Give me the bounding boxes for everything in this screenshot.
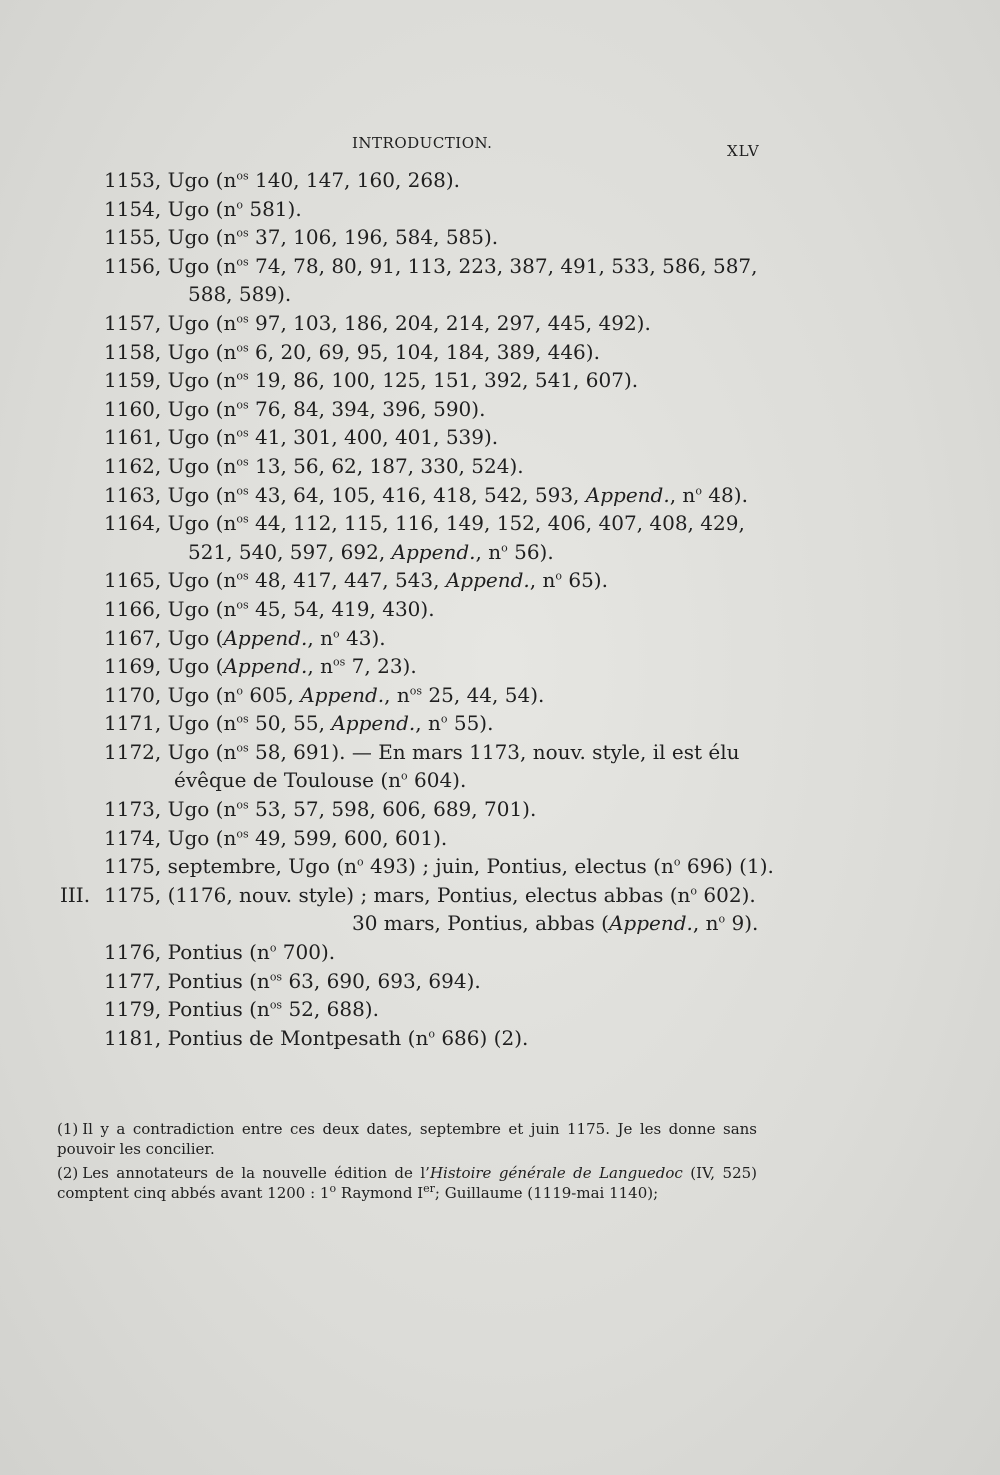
text-run: 602). (697, 882, 756, 907)
superscript: os (236, 369, 249, 383)
list-item (104, 280, 764, 309)
superscript: o (401, 769, 408, 783)
text-run: 1172, Ugo (n (104, 739, 237, 764)
text-run: 1174, Ugo (n (104, 825, 237, 850)
superscript: o (333, 626, 340, 640)
superscript: os (236, 569, 249, 583)
text-run: 1177, Pontius (n (104, 968, 270, 993)
text-run: 25, 44, 54). (422, 682, 545, 707)
text-run: 19, 86, 100, 125, 151, 392, 541, 607). (248, 368, 639, 393)
text-run: Il y a contradiction entre ces deux dates, septembre et juin 1175. Je les donne sans pouvoir les concilier. (57, 1120, 757, 1158)
superscript: os (236, 398, 249, 412)
superscript: o (555, 569, 562, 583)
superscript: o (357, 855, 364, 869)
text-run: , n (415, 711, 441, 736)
text-run: 1181, Pontius de Montpesath (n (104, 1025, 429, 1050)
superscript: os (236, 312, 249, 326)
footnote-number: (1) (57, 1120, 79, 1138)
text-run: 9). (725, 911, 759, 936)
text-run: Les annotateurs de la nouvelle édition de l’ (82, 1164, 430, 1182)
text-run: 48). (701, 482, 748, 507)
text-run: 700). (276, 940, 336, 965)
text-run: , n (692, 911, 719, 936)
text-run: ; Guillaume (1119-mai 1140); (434, 1183, 659, 1202)
text-run: 48, 417, 447, 543, (248, 568, 446, 593)
list-item (104, 452, 764, 481)
italic-text: Append. (331, 711, 416, 736)
superscript: os (236, 426, 249, 440)
text-run: 1166, Ugo (n (104, 596, 237, 621)
footnote-number: (2) (57, 1164, 79, 1182)
text-run: 53, 57, 598, 606, 689, 701). (248, 797, 537, 822)
superscript: os (236, 455, 249, 469)
superscript: o (428, 1027, 435, 1041)
text-run: 588, 589). (188, 282, 292, 307)
footnotes (57, 1120, 757, 1208)
superscript: os (236, 226, 249, 240)
text-run: 493) ; juin, Pontius, electus (n (363, 854, 674, 879)
superscript: o (269, 941, 277, 955)
list-item (104, 509, 764, 538)
superscript: os (409, 684, 423, 698)
text-run: 696) (1). (680, 854, 774, 879)
superscript: o (501, 541, 508, 555)
text-run: 7, 23). (345, 654, 417, 679)
text-run: 56). (507, 539, 554, 564)
superscript: os (236, 712, 249, 726)
italic-text: Append. (608, 911, 693, 936)
list-item (104, 366, 764, 395)
page-number: XLV (727, 142, 760, 160)
text-run: 13, 56, 62, 187, 330, 524). (248, 453, 524, 478)
text-run: 37, 106, 196, 584, 585). (248, 225, 499, 250)
text-run: 97, 103, 186, 204, 214, 297, 445, 492). (248, 310, 651, 335)
superscript: o (236, 197, 243, 211)
text-run: 43, 64, 105, 416, 418, 542, 593, (248, 482, 586, 507)
text-run: 605, (242, 682, 301, 707)
text-run: 1175, septembre, Ugo (n (104, 854, 358, 879)
superscript: os (236, 340, 249, 354)
text-run: 76, 84, 394, 396, 590). (248, 396, 486, 421)
text-run: 1165, Ugo (n (104, 568, 237, 593)
list-item (104, 538, 764, 567)
text-run: , n (307, 625, 334, 650)
text-run: 1157, Ugo (n (104, 310, 237, 335)
text-run: 30 mars, Pontius, abbas ( (352, 911, 609, 936)
text-run: 52, 688). (282, 997, 379, 1022)
italic-text: Append. (391, 539, 476, 564)
italic-text: Append. (223, 654, 308, 679)
text-run: 1169, Ugo ( (104, 654, 224, 679)
text-run: (IV, 525) comptent cinq abbés avant 1200 : 1 (57, 1164, 758, 1202)
text-run: 1162, Ugo (n (104, 453, 237, 478)
list-item (104, 1024, 764, 1053)
text-run: 49, 599, 600, 601). (248, 825, 448, 850)
superscript: er (423, 1181, 435, 1195)
list-item (104, 166, 764, 195)
list-item (104, 595, 764, 624)
text-run: , n (384, 682, 410, 707)
text-run: 1155, Ugo (n (104, 225, 237, 250)
superscript: os (236, 255, 249, 269)
list-item (104, 624, 764, 653)
list-item (104, 652, 764, 681)
superscript: os (236, 169, 249, 183)
italic-text: Histoire générale de Languedoc (429, 1164, 683, 1182)
list-item (104, 481, 764, 510)
superscript: os (236, 741, 249, 755)
list-item (104, 566, 764, 595)
superscript: o (329, 1181, 337, 1195)
text-run: 44, 112, 115, 116, 149, 152, 406, 407, 408, 429, (248, 511, 745, 536)
superscript: o (673, 855, 681, 869)
text-run: 140, 147, 160, 268). (248, 168, 460, 192)
list-item (104, 738, 764, 767)
text-run: 1171, Ugo (n (104, 711, 237, 736)
text-run: 1160, Ugo (n (104, 396, 237, 421)
list-item (104, 423, 764, 452)
text-run: 1164, Ugo (n (104, 511, 237, 536)
superscript: os (269, 969, 283, 983)
text-run: 581). (242, 196, 302, 221)
text-run: 45, 54, 419, 430). (248, 596, 435, 621)
list-item (104, 195, 764, 224)
superscript: o (690, 884, 698, 898)
italic-text: Append. (300, 682, 385, 707)
text-run: 55). (447, 711, 494, 736)
text-run: 604). (407, 768, 467, 793)
italic-text: Append. (445, 568, 530, 593)
text-run: 1176, Pontius (n (104, 940, 270, 965)
list-item (104, 681, 764, 710)
superscript: os (269, 998, 283, 1012)
footnote (57, 1164, 757, 1203)
text-run: 6, 20, 69, 95, 104, 184, 389, 446). (248, 339, 600, 364)
text-run: 50, 55, (248, 711, 332, 736)
text-run: Raymond I (336, 1183, 424, 1202)
text-run: 1161, Ugo (n (104, 425, 237, 450)
text-run: 63, 690, 693, 694). (282, 968, 481, 993)
text-run: , n (307, 654, 334, 679)
text-run: 1167, Ugo ( (104, 625, 224, 650)
text-run: , n (669, 482, 696, 507)
list-item (104, 709, 764, 738)
text-run: 1153, Ugo (n (104, 168, 237, 192)
text-run: 1173, Ugo (n (104, 797, 237, 822)
text-run: , n (475, 539, 502, 564)
footnote (57, 1120, 757, 1159)
italic-text: Append. (585, 482, 670, 507)
superscript: os (236, 598, 249, 612)
text-run: 686) (2). (434, 1025, 529, 1050)
list-item (104, 252, 764, 281)
list-item (104, 223, 764, 252)
superscript: o (440, 712, 448, 726)
list-item (104, 795, 764, 824)
italic-text: Append. (223, 625, 308, 650)
list-item (104, 338, 764, 367)
text-run: 41, 301, 400, 401, 539). (248, 425, 499, 450)
text-run: 65). (562, 568, 608, 593)
text-run: 74, 78, 80, 91, 113, 223, 387, 491, 533, 586, 587, (248, 253, 758, 278)
superscript: o (236, 684, 243, 698)
list-item (104, 766, 764, 795)
text-run: 1154, Ugo (n (104, 196, 237, 221)
text-run: , n (529, 568, 556, 593)
text-run: 1163, Ugo (n (104, 482, 237, 507)
chronological-list (60, 166, 774, 1052)
superscript: os (236, 483, 249, 497)
list-item (104, 852, 774, 881)
text-run: 1158, Ugo (n (104, 339, 237, 364)
superscript: os (236, 512, 249, 526)
text-run: 1159, Ugo (n (104, 368, 237, 393)
list-item (104, 967, 764, 996)
superscript: os (333, 655, 346, 669)
superscript: os (236, 827, 249, 840)
text-run: 1156, Ugo (n (104, 253, 237, 278)
superscript: os (236, 798, 249, 812)
list-item (104, 909, 764, 938)
text-run: 1179, Pontius (n (104, 997, 270, 1022)
text-run: évêque de Toulouse (n (174, 768, 402, 793)
list-item (104, 995, 764, 1024)
running-title: INTRODUCTION. (352, 134, 493, 152)
text-run: 58, 691). — En mars 1173, nouv. style, il est élu (248, 739, 740, 764)
list-item (60, 881, 764, 910)
text-run: 1170, Ugo (n (104, 682, 237, 707)
list-item (104, 824, 764, 853)
text-run: 521, 540, 597, 692, (188, 539, 392, 564)
superscript: o (695, 483, 702, 497)
text-run: 1175, (1176, nouv. style) ; mars, Pontius, electus abbas (n (104, 882, 691, 907)
section-marker: III. (60, 882, 91, 907)
superscript: o (718, 912, 726, 926)
list-item (104, 395, 764, 424)
text-run: 43). (339, 625, 386, 650)
list-item (104, 309, 764, 338)
list-item (104, 938, 764, 967)
